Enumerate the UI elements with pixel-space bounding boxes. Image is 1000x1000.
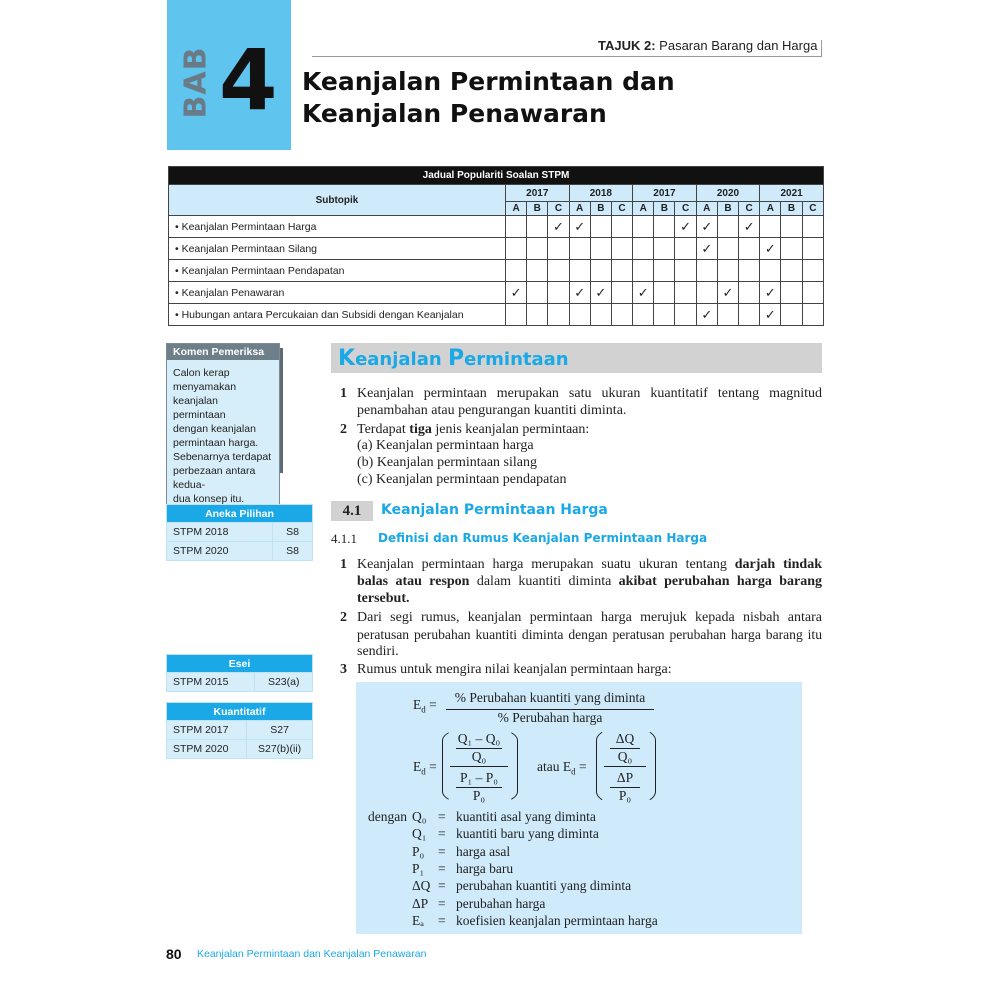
ref-question: S27 bbox=[247, 721, 313, 740]
popularity-cell bbox=[696, 282, 717, 304]
popularity-cell bbox=[527, 216, 548, 238]
paragraph-line: penambahan atau pengurangan kuantiti diminta. bbox=[357, 403, 627, 418]
part-header: C bbox=[611, 202, 632, 216]
popularity-cell bbox=[654, 282, 675, 304]
formula-term: ΔQ bbox=[615, 731, 635, 746]
popularity-cell: ✓ bbox=[696, 216, 717, 238]
popularity-cell bbox=[611, 238, 632, 260]
formula-equals: = bbox=[429, 759, 437, 774]
popularity-cell bbox=[633, 216, 654, 238]
popularity-cell bbox=[527, 260, 548, 282]
page-number: 80 bbox=[166, 946, 182, 962]
popularity-cell: ✓ bbox=[760, 304, 781, 326]
definition-equals: = bbox=[438, 895, 446, 911]
popularity-cell bbox=[717, 304, 738, 326]
popularity-cell bbox=[739, 304, 760, 326]
popularity-cell bbox=[675, 304, 696, 326]
definition-symbol: ΔP bbox=[412, 895, 429, 911]
popularity-cell bbox=[802, 304, 823, 326]
paragraph-text: Rumus untuk mengira nilai keanjalan permintaan harga: bbox=[357, 662, 672, 677]
examiner-line: permintaan harga. bbox=[173, 437, 259, 449]
subtopic-text: Keanjalan Permintaan Pendapatan bbox=[181, 264, 345, 277]
definition-equals: = bbox=[438, 878, 446, 894]
paragraph bbox=[340, 609, 822, 660]
popularity-cell bbox=[505, 260, 526, 282]
subtopic-label bbox=[169, 260, 506, 282]
part-header: B bbox=[717, 202, 738, 216]
chapter-label: BAB bbox=[178, 46, 214, 119]
topic-rule-vertical bbox=[821, 40, 822, 56]
paragraph-bold: tiga bbox=[409, 422, 432, 437]
kuantitatif-title: Kuantitatif bbox=[167, 703, 313, 721]
part-header: B bbox=[527, 202, 548, 216]
subsection-heading: Keanjalan Permintaan Harga bbox=[381, 502, 608, 518]
paragraph-text: jenis keanjalan permintaan: bbox=[431, 422, 590, 437]
formula-numerator: % Perubahan kuantiti yang diminta bbox=[454, 690, 646, 705]
popularity-cell bbox=[505, 216, 526, 238]
definition-symbol: Eₐ bbox=[412, 912, 424, 928]
ref-year: STPM 2018 bbox=[167, 523, 273, 542]
paragraph bbox=[340, 421, 822, 438]
paragraph-bold: balas atau respon bbox=[357, 574, 470, 589]
popularity-cell bbox=[781, 260, 802, 282]
paragraph-number: 3 bbox=[340, 662, 347, 677]
popularity-cell bbox=[548, 238, 569, 260]
year-header: 2021 bbox=[760, 185, 824, 202]
popularity-cell bbox=[548, 304, 569, 326]
list-item: (a) Keanjalan permintaan harga bbox=[357, 438, 534, 453]
subtopic-label bbox=[169, 304, 506, 326]
part-header: C bbox=[548, 202, 569, 216]
popularity-cell bbox=[548, 282, 569, 304]
popularity-cell bbox=[527, 238, 548, 260]
formula-term: ΔP bbox=[616, 770, 634, 785]
popularity-cell bbox=[717, 216, 738, 238]
popularity-cell bbox=[654, 304, 675, 326]
aneka-pilihan-title: Aneka Pilihan bbox=[167, 505, 313, 523]
formula-equals: = bbox=[429, 697, 437, 712]
popularity-cell bbox=[654, 238, 675, 260]
year-header: 2018 bbox=[569, 185, 633, 202]
popularity-cell: ✓ bbox=[569, 216, 590, 238]
paragraph-number: 2 bbox=[340, 422, 347, 437]
popularity-cell bbox=[654, 216, 675, 238]
ref-year: STPM 2017 bbox=[167, 721, 247, 740]
formula-term: P₀ bbox=[618, 788, 632, 803]
popularity-cell bbox=[802, 260, 823, 282]
formula-lhs bbox=[413, 759, 437, 777]
popularity-cell: ✓ bbox=[675, 216, 696, 238]
popularity-cell bbox=[675, 260, 696, 282]
popularity-cell bbox=[590, 260, 611, 282]
ref-question: S8 bbox=[272, 523, 312, 542]
heading-initial: K bbox=[338, 346, 356, 371]
popularity-cell bbox=[569, 260, 590, 282]
popularity-table bbox=[168, 166, 824, 326]
popularity-cell bbox=[505, 238, 526, 260]
formula-box bbox=[356, 682, 802, 934]
formula-term: P₀ bbox=[472, 788, 486, 803]
examiner-comment-body bbox=[167, 360, 279, 513]
aneka-pilihan-table bbox=[166, 504, 313, 561]
paragraph bbox=[340, 661, 822, 678]
subtopic-label bbox=[169, 216, 506, 238]
definition-text: harga asal bbox=[456, 843, 511, 859]
definition-equals: = bbox=[438, 912, 446, 928]
popularity-table-body bbox=[169, 216, 824, 326]
formula-equals: = bbox=[578, 759, 587, 774]
subtopic-text: Keanjalan Penawaran bbox=[181, 286, 285, 299]
subsubsection-number: 4.1.1 bbox=[331, 531, 357, 546]
topic-name: Pasaran Barang dan Harga bbox=[659, 38, 818, 53]
paragraph-bold: darjah tindak bbox=[734, 557, 822, 572]
subsection-number: 4.1 bbox=[331, 501, 373, 521]
popularity-cell: ✓ bbox=[505, 282, 526, 304]
bullet-icon: • bbox=[175, 286, 182, 299]
list-item: (c) Keanjalan permintaan pendapatan bbox=[357, 472, 567, 487]
part-header: A bbox=[505, 202, 526, 216]
formula-subscript: d bbox=[571, 766, 576, 777]
popularity-cell bbox=[527, 304, 548, 326]
definition-symbol: Q₀ bbox=[412, 809, 427, 824]
ref-question: S8 bbox=[272, 542, 312, 561]
popularity-cell bbox=[717, 238, 738, 260]
subsubsection-heading: Definisi dan Rumus Keanjalan Permintaan Harga bbox=[378, 531, 708, 545]
popularity-cell bbox=[569, 304, 590, 326]
popularity-cell bbox=[633, 304, 654, 326]
part-header: A bbox=[696, 202, 717, 216]
definition-symbol: ΔQ bbox=[412, 878, 431, 894]
ref-question: S23(a) bbox=[255, 673, 313, 692]
popularity-cell bbox=[633, 260, 654, 282]
list-item: (b) Keanjalan permintaan silang bbox=[357, 455, 537, 470]
chapter-title: Keanjalan Permintaan dan Keanjalan Penawaran bbox=[302, 67, 675, 128]
definition-symbol: P₀ bbox=[412, 843, 425, 859]
formula-term: Q₀ bbox=[471, 749, 487, 764]
subtopic-header: Subtopik bbox=[169, 185, 506, 216]
ref-question: S27(b)(ii) bbox=[247, 740, 313, 759]
popularity-cell bbox=[505, 304, 526, 326]
ref-year: STPM 2020 bbox=[167, 542, 273, 561]
popularity-cell bbox=[781, 238, 802, 260]
definition-text: kuantiti baru yang diminta bbox=[456, 826, 599, 842]
popularity-cell bbox=[739, 260, 760, 282]
part-header: C bbox=[739, 202, 760, 216]
popularity-cell bbox=[717, 260, 738, 282]
paragraph-bold: tersebut. bbox=[357, 591, 410, 606]
bullet-icon: • bbox=[175, 264, 182, 277]
paragraph-line bbox=[357, 573, 822, 590]
formula-term: Q₀ bbox=[617, 749, 633, 764]
definition-text: perubahan harga bbox=[456, 895, 546, 911]
popularity-cell bbox=[781, 304, 802, 326]
popularity-cell: ✓ bbox=[760, 282, 781, 304]
definition-equals: = bbox=[438, 860, 446, 876]
popularity-cell bbox=[590, 238, 611, 260]
part-header: A bbox=[569, 202, 590, 216]
popularity-cell: ✓ bbox=[569, 282, 590, 304]
definition-text: perubahan kuantiti yang diminta bbox=[456, 878, 632, 894]
popularity-cell bbox=[739, 282, 760, 304]
popularity-cell bbox=[569, 238, 590, 260]
part-header: B bbox=[654, 202, 675, 216]
popularity-cell: ✓ bbox=[590, 282, 611, 304]
popularity-cell: ✓ bbox=[760, 238, 781, 260]
formula-subscript: d bbox=[421, 766, 426, 777]
esei-table bbox=[166, 654, 313, 692]
table-row bbox=[169, 304, 824, 326]
examiner-comment-title: Komen Pemeriksa bbox=[167, 344, 279, 360]
popularity-cell bbox=[611, 216, 632, 238]
table-row bbox=[169, 216, 824, 238]
topic-rule bbox=[312, 56, 822, 57]
paragraph-line: Keanjalan permintaan merupakan satu ukuran kuantitatif tentang magnitud bbox=[357, 386, 822, 401]
part-header: C bbox=[802, 202, 823, 216]
chapter-block bbox=[167, 0, 291, 150]
popularity-cell bbox=[590, 216, 611, 238]
popularity-cell bbox=[781, 282, 802, 304]
part-header: A bbox=[760, 202, 781, 216]
esei-title: Esei bbox=[167, 655, 313, 673]
formula-symbol: E bbox=[413, 697, 422, 712]
paragraph-bold: akibat perubahan harga barang bbox=[618, 574, 822, 589]
topic-header bbox=[598, 38, 817, 53]
formula-term: Q₁ – Q₀ bbox=[457, 731, 501, 746]
formula-symbol: E bbox=[413, 759, 422, 774]
paragraph-text: dalam kuantiti diminta bbox=[469, 574, 619, 589]
popularity-cell bbox=[633, 238, 654, 260]
part-header: C bbox=[675, 202, 696, 216]
popularity-cell: ✓ bbox=[739, 216, 760, 238]
popularity-cell bbox=[802, 216, 823, 238]
bullet-icon: • bbox=[175, 242, 182, 255]
examiner-comment-box bbox=[166, 343, 280, 514]
chapter-number: 4 bbox=[219, 31, 278, 129]
year-header: 2020 bbox=[696, 185, 760, 202]
formula-subscript: d bbox=[421, 704, 426, 715]
popularity-cell bbox=[548, 260, 569, 282]
subtopic-label bbox=[169, 238, 506, 260]
kuantitatif-table bbox=[166, 702, 313, 759]
paragraph-text: Terdapat bbox=[357, 422, 410, 437]
popularity-cell bbox=[739, 238, 760, 260]
section-heading bbox=[338, 346, 569, 371]
definition-equals: = bbox=[438, 826, 446, 842]
paragraph-line: Dari segi rumus, keanjalan permintaan harga merujuk kepada nisbah antara bbox=[357, 610, 822, 625]
popularity-cell bbox=[802, 282, 823, 304]
popularity-cell bbox=[590, 304, 611, 326]
paragraph-text: Keanjalan permintaan harga merupakan suatu ukuran tentang bbox=[357, 557, 735, 572]
paragraph bbox=[340, 556, 822, 607]
part-header: B bbox=[590, 202, 611, 216]
popularity-cell bbox=[675, 238, 696, 260]
paragraph-line: peratusan perubahan kuantiti diminta dengan peratusan perubahan harga barang itu bbox=[357, 627, 822, 642]
heading-part: eanjalan bbox=[355, 349, 448, 370]
popularity-cell bbox=[527, 282, 548, 304]
examiner-line: Calon kerap menyamakan bbox=[173, 367, 237, 393]
popularity-cell bbox=[760, 216, 781, 238]
paragraph-number: 1 bbox=[340, 386, 347, 401]
popularity-cell bbox=[611, 260, 632, 282]
popularity-cell: ✓ bbox=[717, 282, 738, 304]
paragraph-line: sendiri. bbox=[357, 644, 399, 659]
definition-equals: = bbox=[438, 809, 446, 824]
popularity-cell bbox=[760, 260, 781, 282]
formula-denominator: % Perubahan harga bbox=[497, 710, 603, 725]
paragraph-number: 2 bbox=[340, 610, 347, 625]
part-header: B bbox=[781, 202, 802, 216]
table-row bbox=[169, 282, 824, 304]
heading-initial: P bbox=[447, 346, 465, 371]
popularity-cell bbox=[696, 260, 717, 282]
part-header: A bbox=[633, 202, 654, 216]
formula-lhs bbox=[537, 759, 587, 777]
ref-year: STPM 2015 bbox=[167, 673, 255, 692]
formula-term: P₁ – P₀ bbox=[460, 770, 498, 785]
definition-equals: = bbox=[438, 843, 446, 859]
popularity-cell bbox=[611, 282, 632, 304]
footer-title: Keanjalan Permintaan dan Keanjalan Penawaran bbox=[197, 948, 427, 960]
popularity-cell: ✓ bbox=[633, 282, 654, 304]
paragraph-line bbox=[357, 590, 822, 607]
subtopic-text: Keanjalan Permintaan Silang bbox=[181, 242, 318, 255]
popularity-cell: ✓ bbox=[548, 216, 569, 238]
examiner-line: Sebenarnya terdapat bbox=[173, 451, 272, 463]
examiner-line: dua konsep itu. bbox=[173, 493, 245, 505]
popularity-cell bbox=[654, 260, 675, 282]
table-row bbox=[169, 238, 824, 260]
popularity-cell bbox=[675, 282, 696, 304]
examiner-line: perbezaan antara kedua- bbox=[173, 465, 256, 491]
paragraph-line bbox=[357, 556, 822, 573]
table-row bbox=[169, 260, 824, 282]
paragraph-number: 1 bbox=[340, 557, 347, 572]
definition-symbol: Q₁ bbox=[412, 826, 427, 842]
examiner-line: keanjalan permintaan bbox=[173, 395, 226, 421]
definition-text: harga baru bbox=[456, 860, 514, 876]
year-header: 2017 bbox=[505, 185, 569, 202]
paragraph bbox=[340, 385, 822, 419]
topic-label: TAJUK 2: bbox=[598, 38, 656, 53]
popularity-cell bbox=[781, 216, 802, 238]
bullet-icon: • bbox=[175, 308, 182, 321]
definition-symbol: P₁ bbox=[412, 860, 425, 876]
fraction-bar bbox=[450, 766, 508, 767]
popularity-cell: ✓ bbox=[696, 238, 717, 260]
bullet-icon: • bbox=[175, 220, 182, 233]
ref-year: STPM 2020 bbox=[167, 740, 247, 759]
year-header: 2017 bbox=[633, 185, 697, 202]
subtopic-text: Keanjalan Permintaan Harga bbox=[181, 220, 317, 233]
definition-text: kuantiti asal yang diminta bbox=[456, 809, 596, 824]
fraction-bar bbox=[604, 766, 646, 767]
subtopic-text: Hubungan antara Percukaian dan Subsidi dengan Keanjalan bbox=[181, 308, 464, 321]
popularity-cell bbox=[611, 304, 632, 326]
popularity-cell: ✓ bbox=[696, 304, 717, 326]
heading-part: ermintaan bbox=[464, 349, 569, 370]
popularity-cell bbox=[802, 238, 823, 260]
formula-lhs bbox=[413, 697, 437, 715]
subtopic-label bbox=[169, 282, 506, 304]
definition-text: koefisien keanjalan permintaan harga bbox=[456, 912, 658, 928]
definitions-intro: dengan bbox=[368, 809, 407, 824]
formula-or: atau E bbox=[537, 759, 572, 774]
examiner-line: dengan keanjalan bbox=[173, 423, 256, 435]
popularity-table-title: Jadual Populariti Soalan STPM bbox=[169, 167, 824, 185]
